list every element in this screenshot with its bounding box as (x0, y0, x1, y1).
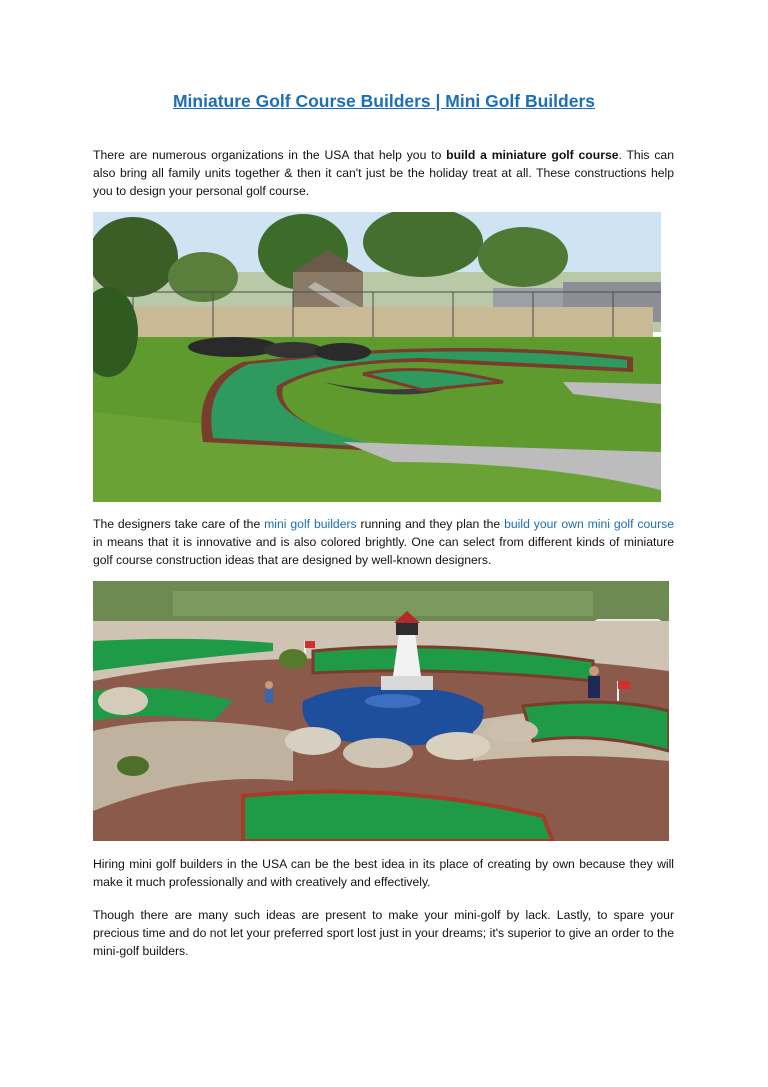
intro-text-a: There are numerous organizations in the USA that help you to (93, 148, 447, 162)
designers-text-a: The designers take care of the (93, 517, 265, 531)
intro-paragraph (93, 146, 674, 200)
lighthouse-mini-golf-photo (93, 581, 669, 841)
lighthouse-mini-golf-illustration (93, 581, 669, 841)
build-your-own-link[interactable]: build your own mini golf course (504, 517, 675, 531)
mini-golf-builders-link[interactable]: mini golf builders (264, 517, 357, 531)
mini-golf-park-photo (93, 212, 661, 502)
designers-text-b: running and they plan the (356, 517, 505, 531)
hiring-paragraph: Hiring mini golf builders in the USA can be the best idea in its place of creating by own because they will make it much professionally and with creatively and effectively. (93, 857, 674, 889)
intro-text-c: . This can also bring all family units together & then it can't just be the holiday treat at all. These constructions help you to design your personal golf course. (93, 148, 674, 198)
designers-paragraph (93, 515, 674, 569)
intro-bold-phrase: build a miniature golf course (446, 148, 619, 162)
mini-golf-park-illustration (93, 212, 661, 502)
page-title[interactable]: Miniature Golf Course Builders | Mini Golf Builders (172, 91, 596, 111)
designers-text-c: in means that it is innovative and is also colored brightly. One can select from different kinds of miniature golf course construction ideas that are designed by well-known designers. (93, 535, 674, 567)
closing-paragraph: Though there are many such ideas are present to make your mini-golf by lack. Lastly, to spare your precious time and do not let your preferred sport lost just in your dreams; it's superior to give an order to the mini-golf builders. (93, 908, 674, 958)
